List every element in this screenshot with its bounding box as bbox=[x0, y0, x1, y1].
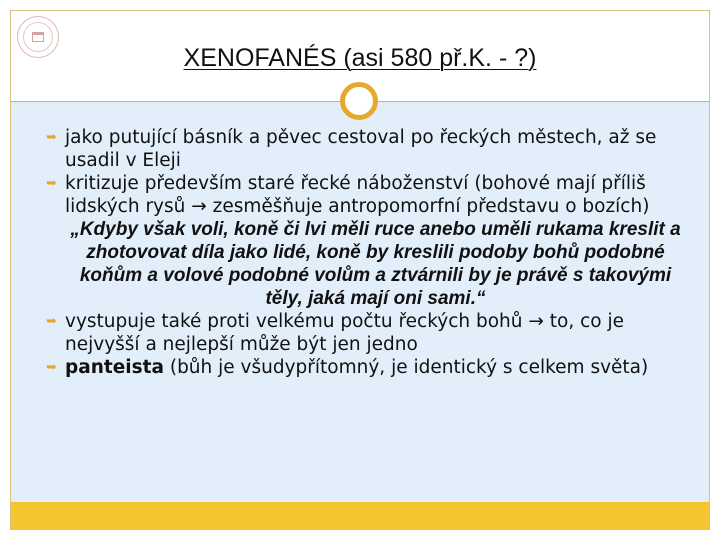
bullet-text: (bůh je všudypřítomný, je identický s celkem světa) bbox=[163, 357, 649, 378]
bullet-item bbox=[46, 310, 686, 356]
arrow-bullet-icon: ➥ bbox=[46, 176, 57, 191]
bullet-lead: panteista bbox=[65, 357, 164, 378]
bullet-item bbox=[46, 126, 686, 172]
arrow-bullet-icon: ➥ bbox=[46, 360, 57, 375]
arrow-bullet-icon: ➥ bbox=[46, 130, 57, 145]
bullet-item bbox=[46, 172, 686, 218]
bullet-text: kritizuje především staré řecké náboženství (bohové mají příliš lidských rysů → zesměšňuje antropomorfní představu o bozích) bbox=[65, 173, 650, 217]
footer-bar bbox=[11, 502, 709, 529]
ring-ornament-icon bbox=[340, 82, 378, 120]
bullet-text: vystupuje také proti velkému počtu řeckých bohů → to, co je nejvyšší a nejlepší může být jen jedno bbox=[65, 311, 624, 355]
slide-title: XENOFANÉS (asi 580 př.K. - ?) bbox=[183, 44, 537, 72]
bullet-text: jako putující básník a pěvec cestoval po řeckých městech, až se usadil v Eleji bbox=[65, 127, 657, 171]
quote-text: „Kdyby však voli, koně či lvi měli ruce anebo uměli rukama kreslit a zhotovovat díla jako lidé, koně by kreslili podoby bohů podobné koňům a volové podobné volům a ztvárnili by je právě s takovými těly, jaká mají oni sami.“ bbox=[70, 219, 681, 309]
arrow-bullet-icon: ➥ bbox=[46, 314, 57, 329]
bullet-item bbox=[46, 356, 686, 379]
slide-content bbox=[46, 126, 686, 379]
